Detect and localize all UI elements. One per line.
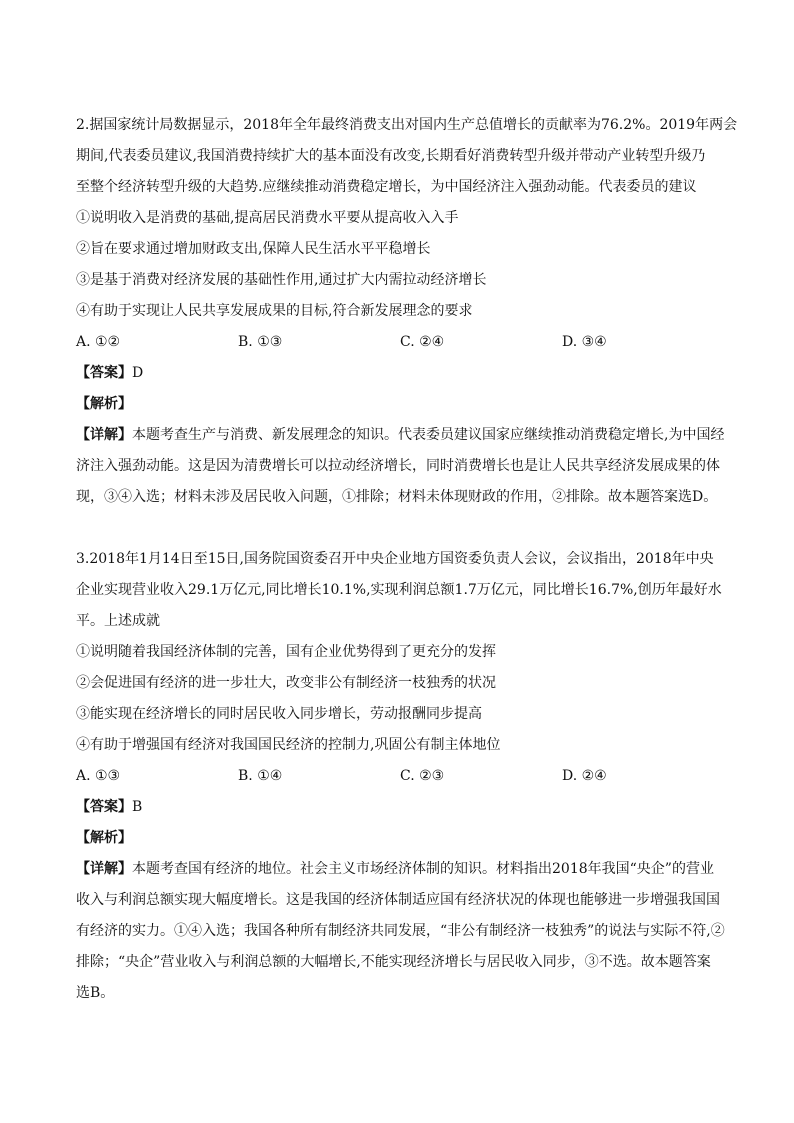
detail-line: 选B。 bbox=[76, 985, 115, 1001]
answer-line bbox=[76, 792, 736, 823]
detail-label: 【详解】 bbox=[76, 861, 132, 877]
option-a: A. ①③ bbox=[76, 768, 121, 784]
detail-label: 【详解】 bbox=[76, 427, 132, 443]
detail-line: 排除；“央企”营业收入与利润总额的大幅增长,不能实现经济增长与居民收入同步，③不选。故本题答案 bbox=[76, 954, 711, 970]
question-stem-line: 2.据国家统计局数据显示，2018年全年最终消费支出对国内生产总值增长的贡献率为76.2%。2019年两会 bbox=[76, 117, 738, 133]
analysis-label: 【解析】 bbox=[76, 830, 132, 846]
question-stem-line: 平。上述成就 bbox=[76, 613, 160, 629]
answer-label: 【答案】 bbox=[76, 365, 132, 381]
statement-4: ④有助于增强国有经济对我国国民经济的控制力,巩固公有制主体地位 bbox=[76, 737, 501, 753]
option-a: A. ①② bbox=[76, 334, 121, 350]
question-3 bbox=[76, 544, 736, 1009]
statement-4: ④有助于实现让人民共享发展成果的目标,符合新发展理念的要求 bbox=[76, 303, 473, 319]
question-stem-line: 至整个经济转型升级的大趋势.应继续推动消费稳定增长，为中国经济注入强劲动能。代表委员的建议 bbox=[76, 179, 697, 195]
option-d: D. ③④ bbox=[562, 334, 607, 350]
statement-2: ②会促进国有经济的进一步壮大，改变非公有制经济一枝独秀的状况 bbox=[76, 675, 496, 691]
question-stem-line: 期间,代表委员建议,我国消费持续扩大的基本面没有改变,长期看好消费转型升级并带动产业转型升级乃 bbox=[76, 148, 706, 164]
answer-options bbox=[76, 327, 736, 358]
option-b: B. ①④ bbox=[238, 768, 283, 784]
analysis-label: 【解析】 bbox=[76, 396, 132, 412]
statement-1: ①说明收入是消费的基础,提高居民消费水平要从提高收入入手 bbox=[76, 210, 459, 226]
option-b: B. ①③ bbox=[238, 334, 283, 350]
statement-3: ③是基于消费对经济发展的基础性作用,通过扩大内需拉动经济增长 bbox=[76, 272, 487, 288]
statement-2: ②旨在要求通过增加财政支出,保障人民生活水平平稳增长 bbox=[76, 241, 431, 257]
option-d: D. ②④ bbox=[562, 768, 607, 784]
option-c: C. ②③ bbox=[400, 768, 445, 784]
detail-line bbox=[76, 420, 736, 451]
detail-line: 有经济的实力。①④入选；我国各种所有制经济共同发展，“非公有制经济一枝独秀”的说法与实际不符,② bbox=[76, 923, 725, 939]
answer-label: 【答案】 bbox=[76, 799, 132, 815]
detail-line: 收入与利润总额实现大幅度增长。这是我国的经济体制适应国有经济状况的体现也能够进一步增强我国国 bbox=[76, 892, 720, 908]
question-stem-line: 企业实现营业收入29.1万亿元,同比增长10.1%,实现利润总额1.7万亿元，同比增长16.7%,创历年最好水 bbox=[76, 582, 722, 598]
answer-value: B bbox=[132, 799, 143, 815]
detail-line bbox=[76, 854, 736, 885]
statement-3: ③能实现在经济增长的同时居民收入同步增长，劳动报酬同步提高 bbox=[76, 706, 482, 722]
detail-text: 本题考查国有经济的地位。社会主义市场经济体制的知识。材料指出2018年我国“央企”的营业 bbox=[132, 861, 714, 877]
detail-line: 济注入强劲动能。这是因为清费增长可以拉动经济增长，同时消费增长也是让人民共享经济发展成果的体 bbox=[76, 458, 720, 474]
answer-options bbox=[76, 761, 736, 792]
question-2 bbox=[76, 110, 736, 513]
statement-1: ①说明随着我国经济体制的完善，国有企业优势得到了更充分的发挥 bbox=[76, 644, 496, 660]
answer-value: D bbox=[132, 365, 144, 381]
question-stem-line: 3.2018年1月14日至15日,国务院国资委召开中央企业地方国资委负责人会议，会议指出，2018年中央 bbox=[76, 551, 714, 567]
detail-line: 现，③④入选；材料未涉及居民收入问题，①排除；材料未体现财政的作用，②排除。故本题答案选D。 bbox=[76, 489, 718, 505]
detail-text: 本题考查生产与消费、新发展理念的知识。代表委员建议国家应继续推动消费稳定增长,为中国经 bbox=[132, 427, 725, 443]
answer-line bbox=[76, 358, 736, 389]
option-c: C. ②④ bbox=[400, 334, 445, 350]
